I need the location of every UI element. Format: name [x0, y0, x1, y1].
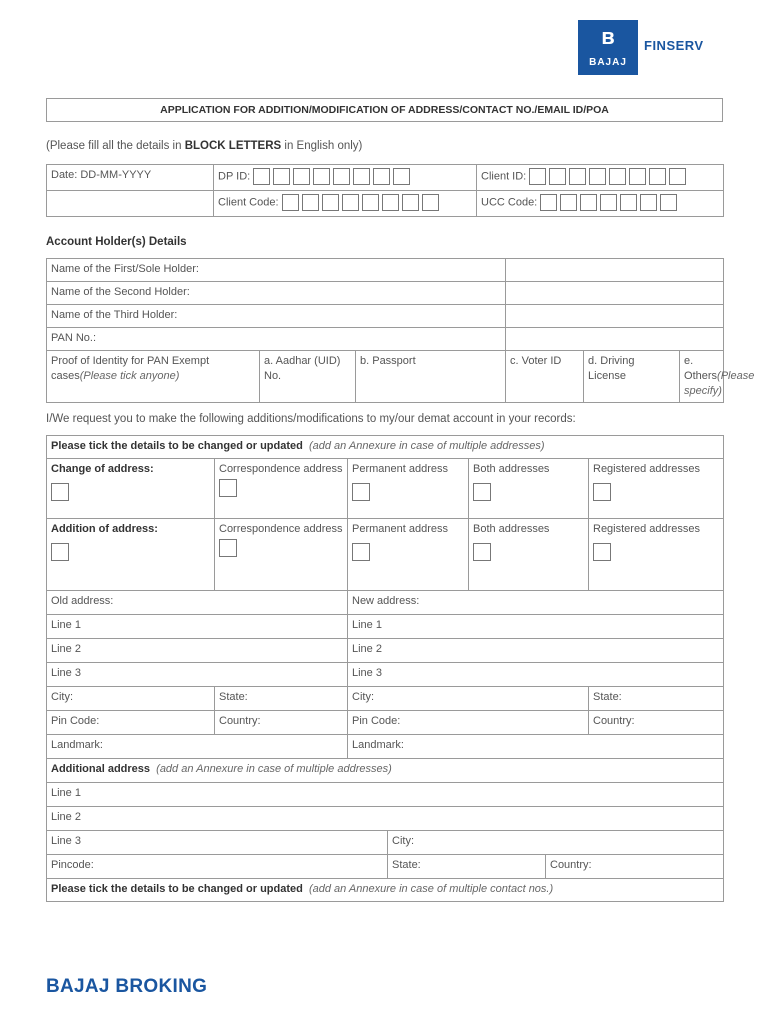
bajaj-logo — [578, 20, 638, 75]
additional-head: Additional address — [51, 763, 151, 775]
old-country[interactable]: Country: — [215, 711, 348, 735]
dp-id-label: DP ID: — [218, 170, 251, 183]
addition-cell — [47, 519, 215, 591]
char-box[interactable] — [273, 168, 290, 185]
dp-id-boxes[interactable] — [253, 170, 413, 182]
new-line2[interactable]: Line 2 — [348, 639, 724, 663]
char-box[interactable] — [569, 168, 586, 185]
old-line3[interactable]: Line 3 — [47, 663, 348, 687]
addition-label: Addition of address: — [51, 523, 158, 535]
old-address-label: Old address: — [47, 591, 348, 615]
opt-aadhar[interactable]: a. Aadhar (UID) No. — [260, 351, 356, 403]
opt-driving[interactable]: d. Driving License — [584, 351, 680, 403]
first-holder-label: Name of the First/Sole Holder: — [47, 259, 506, 282]
add-corr-checkbox[interactable] — [219, 539, 237, 557]
char-box[interactable] — [549, 168, 566, 185]
char-box[interactable] — [342, 194, 359, 211]
opt-e-pre: e. Others — [684, 355, 718, 382]
char-box[interactable] — [529, 168, 546, 185]
old-line2[interactable]: Line 2 — [47, 639, 348, 663]
new-landmark[interactable]: Landmark: — [348, 735, 724, 759]
new-pin[interactable]: Pin Code: — [348, 711, 589, 735]
char-box[interactable] — [669, 168, 686, 185]
char-box[interactable] — [382, 194, 399, 211]
char-box[interactable] — [660, 194, 677, 211]
additional-country[interactable]: Country: — [546, 855, 724, 879]
opt-voter[interactable]: c. Voter ID — [506, 351, 584, 403]
char-box[interactable] — [373, 168, 390, 185]
old-state[interactable]: State: — [215, 687, 348, 711]
char-box[interactable] — [580, 194, 597, 211]
change-label: Change of address: — [51, 463, 154, 475]
ucc-code-field[interactable] — [477, 191, 724, 217]
request-text: I/We request you to make the following additions/modifications to my/our demat account in your records: — [46, 413, 576, 425]
empty-cell — [47, 191, 214, 217]
char-box[interactable] — [353, 168, 370, 185]
add-reg-checkbox[interactable] — [593, 543, 611, 561]
both-label: Both addresses — [473, 463, 550, 475]
char-box[interactable] — [282, 194, 299, 211]
client-id-label: Client ID: — [481, 170, 527, 183]
opt-passport[interactable]: b. Passport — [356, 351, 506, 403]
bajaj-broking-brand: BAJAJ BROKING — [46, 976, 208, 997]
tick-head: Please tick the details to be changed or updated — [51, 440, 303, 452]
add-both-checkbox[interactable] — [473, 543, 491, 561]
char-box[interactable] — [649, 168, 666, 185]
ucc-code-label: UCC Code: — [481, 196, 538, 209]
second-holder-input[interactable] — [506, 282, 724, 305]
old-line1[interactable]: Line 1 — [47, 615, 348, 639]
third-holder-label: Name of the Third Holder: — [47, 305, 506, 328]
add-corr-cell — [215, 519, 348, 591]
change-cell — [47, 459, 215, 519]
id-table — [46, 164, 724, 217]
new-line3[interactable]: Line 3 — [348, 663, 724, 687]
additional-city[interactable]: City: — [388, 831, 724, 855]
char-box[interactable] — [422, 194, 439, 211]
holders-table — [46, 258, 755, 403]
contact-head: Please tick the details to be changed or updated — [51, 883, 303, 895]
perm-label: Permanent address — [352, 463, 448, 475]
proof-ital: (Please tick anyone) — [79, 370, 180, 382]
first-holder-input[interactable] — [506, 259, 724, 282]
holders-heading: Account Holder(s) Details — [46, 236, 187, 248]
new-address-label: New address: — [348, 591, 724, 615]
char-box[interactable] — [402, 194, 419, 211]
opt-others[interactable] — [680, 351, 755, 403]
pan-label: PAN No.: — [47, 328, 506, 351]
date-label: Date: DD-MM-YYYY — [51, 169, 152, 181]
logo-mark: ʙ — [601, 24, 615, 49]
add-reg-cell — [589, 519, 724, 591]
char-box[interactable] — [560, 194, 577, 211]
char-box[interactable] — [640, 194, 657, 211]
opt-e-ital: (Please specify) — [684, 370, 755, 397]
addition-checkbox[interactable] — [51, 543, 69, 561]
client-code-field[interactable] — [214, 191, 477, 217]
additional-pincode[interactable]: Pincode: — [47, 855, 388, 879]
change-corr-cell — [215, 459, 348, 519]
char-box[interactable] — [293, 168, 310, 185]
old-city[interactable]: City: — [47, 687, 215, 711]
additional-note: (add an Annexure in case of multiple addresses) — [156, 763, 392, 775]
additional-line1[interactable]: Line 1 — [47, 783, 724, 807]
both-label: Both addresses — [473, 523, 550, 535]
char-box[interactable] — [540, 194, 557, 211]
char-box[interactable] — [333, 168, 350, 185]
address-table — [46, 435, 724, 902]
char-box[interactable] — [302, 194, 319, 211]
contact-head-row — [47, 879, 724, 902]
additional-line3[interactable]: Line 3 — [47, 831, 388, 855]
additional-head-row — [47, 759, 724, 783]
change-perm-checkbox[interactable] — [352, 483, 370, 501]
corr-label: Correspondence address — [219, 463, 343, 475]
char-box[interactable] — [620, 194, 637, 211]
char-box[interactable] — [589, 168, 606, 185]
char-box[interactable] — [313, 168, 330, 185]
third-holder-input[interactable] — [506, 305, 724, 328]
change-reg-checkbox[interactable] — [593, 483, 611, 501]
char-box[interactable] — [600, 194, 617, 211]
new-country[interactable]: Country: — [589, 711, 724, 735]
tick-head-row — [47, 436, 724, 459]
second-holder-label: Name of the Second Holder: — [47, 282, 506, 305]
note-pre: (Please fill all the details in — [46, 140, 185, 152]
char-box[interactable] — [253, 168, 270, 185]
reg-label: Registered addresses — [593, 523, 701, 535]
pan-input[interactable] — [506, 328, 724, 351]
change-checkbox[interactable] — [51, 483, 69, 501]
note-bold: BLOCK LETTERS — [184, 140, 282, 152]
reg-label: Registered addresses — [593, 463, 701, 475]
tick-note: (add an Annexure in case of multiple addresses) — [308, 440, 545, 452]
change-both-checkbox[interactable] — [473, 483, 491, 501]
instruction-note — [46, 140, 362, 152]
additional-line2[interactable]: Line 2 — [47, 807, 724, 831]
additional-state[interactable]: State: — [388, 855, 546, 879]
ucc-code-boxes[interactable] — [540, 196, 680, 208]
char-box[interactable] — [322, 194, 339, 211]
change-both-cell — [469, 459, 589, 519]
finserv-text: FINSERV — [644, 38, 704, 53]
char-box[interactable] — [629, 168, 646, 185]
old-landmark[interactable]: Landmark: — [47, 735, 348, 759]
date-field[interactable] — [47, 165, 214, 191]
proof-label — [47, 351, 260, 403]
client-code-label: Client Code: — [218, 196, 279, 209]
dp-id-field[interactable] — [214, 165, 477, 191]
char-box[interactable] — [393, 168, 410, 185]
contact-note: (add an Annexure in case of multiple contact nos.) — [308, 883, 554, 895]
new-city[interactable]: City: — [348, 687, 589, 711]
add-both-cell — [469, 519, 589, 591]
client-id-field[interactable] — [477, 165, 724, 191]
proof-pre: Proof of Identity for PAN Exempt cases — [51, 355, 210, 382]
client-code-boxes[interactable] — [282, 196, 442, 208]
logo-text: BAJAJ — [589, 57, 627, 68]
old-pin[interactable]: Pin Code: — [47, 711, 215, 735]
char-box[interactable] — [609, 168, 626, 185]
add-perm-cell — [348, 519, 469, 591]
client-id-boxes[interactable] — [529, 170, 689, 182]
form-title: APPLICATION FOR ADDITION/MODIFICATION OF ADDRESS/CONTACT NO./EMAIL ID/POA — [46, 98, 723, 122]
change-reg-cell — [589, 459, 724, 519]
corr-label: Correspondence address — [219, 523, 343, 535]
change-perm-cell — [348, 459, 469, 519]
new-state[interactable]: State: — [589, 687, 724, 711]
perm-label: Permanent address — [352, 523, 448, 535]
add-perm-checkbox[interactable] — [352, 543, 370, 561]
change-corr-checkbox[interactable] — [219, 479, 237, 497]
char-box[interactable] — [362, 194, 379, 211]
new-line1[interactable]: Line 1 — [348, 615, 724, 639]
note-post: in English only) — [281, 140, 363, 152]
